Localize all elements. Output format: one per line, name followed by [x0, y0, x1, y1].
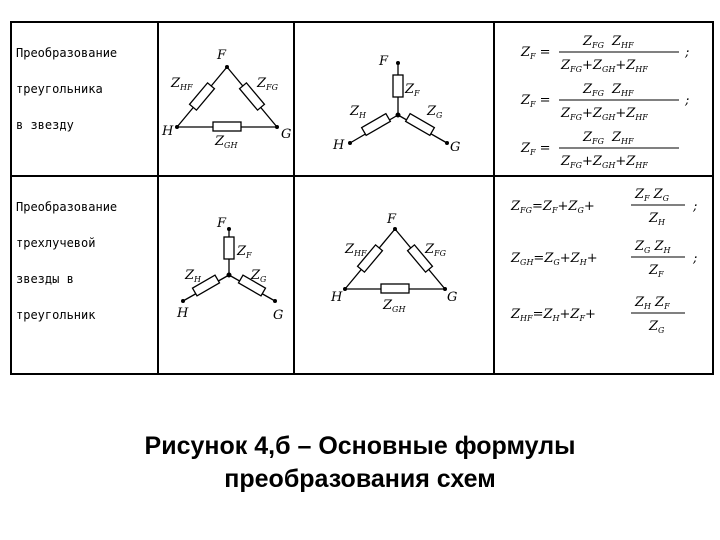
node-h-label: H	[331, 290, 343, 305]
edge-zfg-label: $Z_{FG}$	[425, 242, 446, 258]
svg-text:ZFZG: $Z_F$ $Z_G$	[635, 187, 670, 203]
resistor-zf	[393, 75, 403, 97]
svg-text:ZFG=ZF+ZG+: $Z_{FG}=Z_F+Z_G+$	[511, 199, 595, 215]
svg-text:ZF=: $Z_F$ =	[521, 141, 551, 157]
svg-text:ZGZH: $Z_G$ $Z_H$	[635, 239, 671, 255]
label-line: треугольника	[16, 82, 103, 96]
arm-zh-label: $Z_H$	[185, 268, 202, 284]
triangle-circuit	[295, 177, 495, 373]
caption-line: Рисунок 4,б – Основные формулы	[144, 432, 576, 460]
node-f-label: F	[387, 212, 397, 227]
node-f-label: F	[217, 216, 227, 231]
node-g-label: G	[450, 140, 461, 155]
arm-zf-label: $Z_F$	[405, 82, 420, 98]
resistor-zgh	[381, 284, 409, 293]
formula-zgh	[510, 239, 697, 279]
label-line: звезды в	[16, 272, 74, 286]
row-label	[12, 177, 157, 342]
row-label	[12, 23, 157, 152]
svg-text:ZFGZHF: $Z_{FG}$ $Z_{HF}$	[583, 130, 634, 146]
triangle-circuit	[159, 23, 295, 175]
svg-text:ZF: $Z_F$	[649, 263, 664, 279]
svg-text:ZFG+ZGH+ZHF: $Z_{FG}+Z_{GH}+Z_{HF}$	[561, 58, 648, 74]
arm-zg-label: $Z_G$	[427, 104, 443, 120]
label-line: треугольник	[16, 308, 96, 322]
svg-text:ZGH=ZG+ZH+: $Z_{GH}=Z_G+Z_H+$	[511, 251, 598, 267]
arm-zf-label: $Z_F$	[237, 244, 252, 260]
node-f-label: F	[379, 54, 389, 69]
node-g-label: G	[273, 308, 284, 323]
svg-text:ZH: $Z_H$	[649, 211, 666, 227]
resistor-zgh	[213, 122, 241, 131]
node-g-label: G	[447, 290, 458, 305]
delta-to-star-formulas	[495, 23, 714, 175]
node-f-label: F	[217, 48, 227, 63]
svg-text:ZFG+ZGH+ZHF: $Z_{FG}+Z_{GH}+Z_{HF}$	[561, 106, 648, 122]
svg-text:ZG: $Z_G$	[649, 319, 665, 335]
formula-zhf	[510, 295, 685, 335]
label-line: Преобразование	[16, 200, 118, 214]
row-label-cell	[11, 176, 158, 374]
table-row	[11, 176, 713, 374]
svg-text:ZF=: $Z_F$ =	[521, 93, 551, 109]
edge-zhf-label: $Z_{HF}$	[345, 242, 367, 258]
formula-table	[10, 21, 714, 375]
triangle-diagram-cell	[294, 176, 494, 374]
edge-zgh-label: $Z_{GH}$	[215, 134, 238, 150]
formula-cell	[494, 176, 713, 374]
edge-zhf-label: $Z_{HF}$	[171, 76, 193, 92]
node-h-label: H	[177, 306, 189, 321]
formula-zf-3	[520, 130, 679, 170]
edge-zfg-label: $Z_{FG}$	[257, 76, 278, 92]
svg-text:ZHZF: $Z_H$ $Z_F$	[635, 295, 670, 311]
formula-zf-2	[520, 82, 689, 122]
svg-text:;: ;	[685, 93, 690, 108]
resistor-zf	[224, 237, 234, 259]
star-diagram-cell	[294, 22, 494, 176]
star-diagram-cell	[158, 176, 294, 374]
edge-zgh-label: $Z_{GH}$	[383, 298, 406, 314]
resistor-zhf	[190, 83, 215, 110]
figure-caption	[0, 430, 720, 496]
svg-text:;: ;	[693, 199, 698, 214]
node-g-label: G	[281, 127, 292, 142]
star-circuit	[159, 177, 295, 373]
caption-line: преобразования схем	[224, 465, 496, 493]
arm-zg-label: $Z_G$	[251, 268, 267, 284]
formula-cell	[494, 22, 713, 176]
svg-text:ZFGZHF: $Z_{FG}$ $Z_{HF}$	[583, 34, 634, 50]
star-to-delta-formulas	[495, 177, 714, 373]
svg-text:;: ;	[685, 45, 690, 60]
svg-text:ZHF=ZH+ZF+: $Z_{HF}=Z_H+Z_F+$	[511, 307, 596, 323]
svg-text:ZFG+ZGH+ZHF: $Z_{FG}+Z_{GH}+Z_{HF}$	[561, 154, 648, 170]
row-label-cell	[11, 22, 158, 176]
formula-zf-1	[520, 34, 689, 74]
triangle-diagram-cell	[158, 22, 294, 176]
node-h-label: H	[162, 124, 174, 139]
formula-zfg	[510, 187, 697, 227]
label-line: в звезду	[16, 118, 74, 132]
label-line: Преобразование	[16, 46, 118, 60]
svg-text:ZFGZHF: $Z_{FG}$ $Z_{HF}$	[583, 82, 634, 98]
arm-zh-label: $Z_H$	[350, 104, 367, 120]
label-line: трехлучевой	[16, 236, 96, 250]
node-h-label: H	[333, 138, 345, 153]
table-row	[11, 22, 713, 176]
svg-text:;: ;	[693, 251, 698, 266]
svg-text:ZF=: $Z_F$ =	[521, 45, 551, 61]
star-circuit	[295, 23, 495, 175]
